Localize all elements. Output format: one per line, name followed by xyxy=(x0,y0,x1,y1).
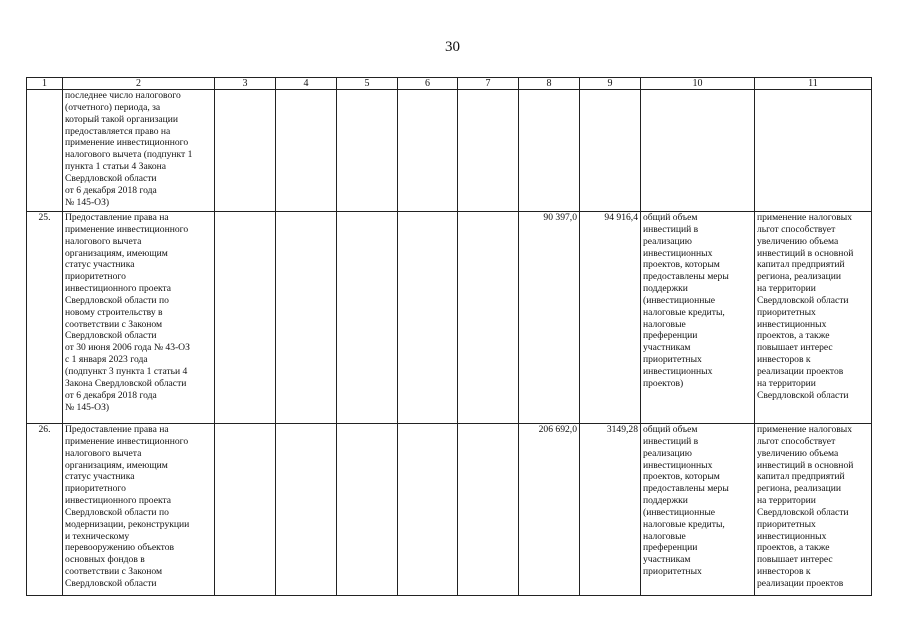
column-header: 1 xyxy=(27,78,63,90)
table-row xyxy=(27,90,872,212)
cell-value-col8 xyxy=(519,90,580,212)
cell-value-col9 xyxy=(580,90,641,212)
benefit-description: Предоставление права на применение инвестиционного налогового вычета организациям, имеющим статус участника приоритетного инвестиционного проекта Свердловской области по новому строительству в соответствии с Законом Свердловской области от 30 июня 2006 года № 43-ОЗ с 1 января 2023 года (подпункт 3 пункта 1 статьи 4 Закона Свердловской области от 6 декабря 2018 года № 145-ОЗ) xyxy=(63,212,215,424)
benefit-description: последнее число налогового (отчетного) периода, за который такой организации предоставляется право на применение инвестиционного налогового вычета (подпункт 1 пункта 1 статьи 4 Закона Свердловской области от 6 декабря 2018 года № 145-ОЗ) xyxy=(63,90,215,212)
cell-col3 xyxy=(215,212,276,424)
cell-col3 xyxy=(215,90,276,212)
cell-col5 xyxy=(337,424,398,596)
cell-col7 xyxy=(458,424,519,596)
cell-col6 xyxy=(398,424,458,596)
column-header: 2 xyxy=(63,78,215,90)
cell-value-col8: 90 397,0 xyxy=(519,212,580,424)
cell-col4 xyxy=(276,90,337,212)
column-header: 9 xyxy=(580,78,641,90)
cell-col6 xyxy=(398,90,458,212)
cell-value-col8: 206 692,0 xyxy=(519,424,580,596)
tax-benefits-table xyxy=(26,77,872,596)
cell-col4 xyxy=(276,424,337,596)
cell-col6 xyxy=(398,212,458,424)
indicator-description xyxy=(641,90,755,212)
cell-col7 xyxy=(458,90,519,212)
indicator-description: общий объем инвестиций в реализацию инвестиционных проектов, которым предоставлены меры поддержки (инвестиционные налоговые кредиты, налоговые преференции участникам приоритетных инвестиционных проектов) xyxy=(641,212,755,424)
column-header: 8 xyxy=(519,78,580,90)
column-header: 6 xyxy=(398,78,458,90)
cell-col5 xyxy=(337,212,398,424)
table-row xyxy=(27,212,872,424)
page-number: 30 xyxy=(445,39,460,55)
cell-value-col9: 3149,28 xyxy=(580,424,641,596)
table-row xyxy=(27,424,872,596)
effect-description: применение налоговых льгот способствует увеличению объема инвестиций в основной капитал предприятий региона, реализации на территории Свердловской области приоритетных инвестиционных проектов, а также повышает интерес инвесторов к реализации проектов на территории Свердловской области xyxy=(755,212,872,424)
column-header: 5 xyxy=(337,78,398,90)
row-number: 26. xyxy=(27,424,63,596)
cell-col5 xyxy=(337,90,398,212)
column-number-row xyxy=(27,78,872,90)
row-number xyxy=(27,90,63,212)
column-header: 11 xyxy=(755,78,872,90)
effect-description xyxy=(755,90,872,212)
column-header: 7 xyxy=(458,78,519,90)
cell-col3 xyxy=(215,424,276,596)
benefit-description: Предоставление права на применение инвестиционного налогового вычета организациям, имеющим статус участника приоритетного инвестиционного проекта Свердловской области по модернизации, реконструкции и техническому перевооружению объектов основных фондов в соответствии с Законом Свердловской области xyxy=(63,424,215,596)
cell-value-col9: 94 916,4 xyxy=(580,212,641,424)
indicator-description: общий объем инвестиций в реализацию инвестиционных проектов, которым предоставлены меры поддержки (инвестиционные налоговые кредиты, налоговые преференции участникам приоритетных xyxy=(641,424,755,596)
effect-description: применение налоговых льгот способствует увеличению объема инвестиций в основной капитал предприятий региона, реализации на территории Свердловской области приоритетных инвестиционных проектов, а также повышает интерес инвесторов к реализации проектов xyxy=(755,424,872,596)
cell-col7 xyxy=(458,212,519,424)
column-header: 4 xyxy=(276,78,337,90)
cell-col4 xyxy=(276,212,337,424)
row-number: 25. xyxy=(27,212,63,424)
column-header: 3 xyxy=(215,78,276,90)
column-header: 10 xyxy=(641,78,755,90)
